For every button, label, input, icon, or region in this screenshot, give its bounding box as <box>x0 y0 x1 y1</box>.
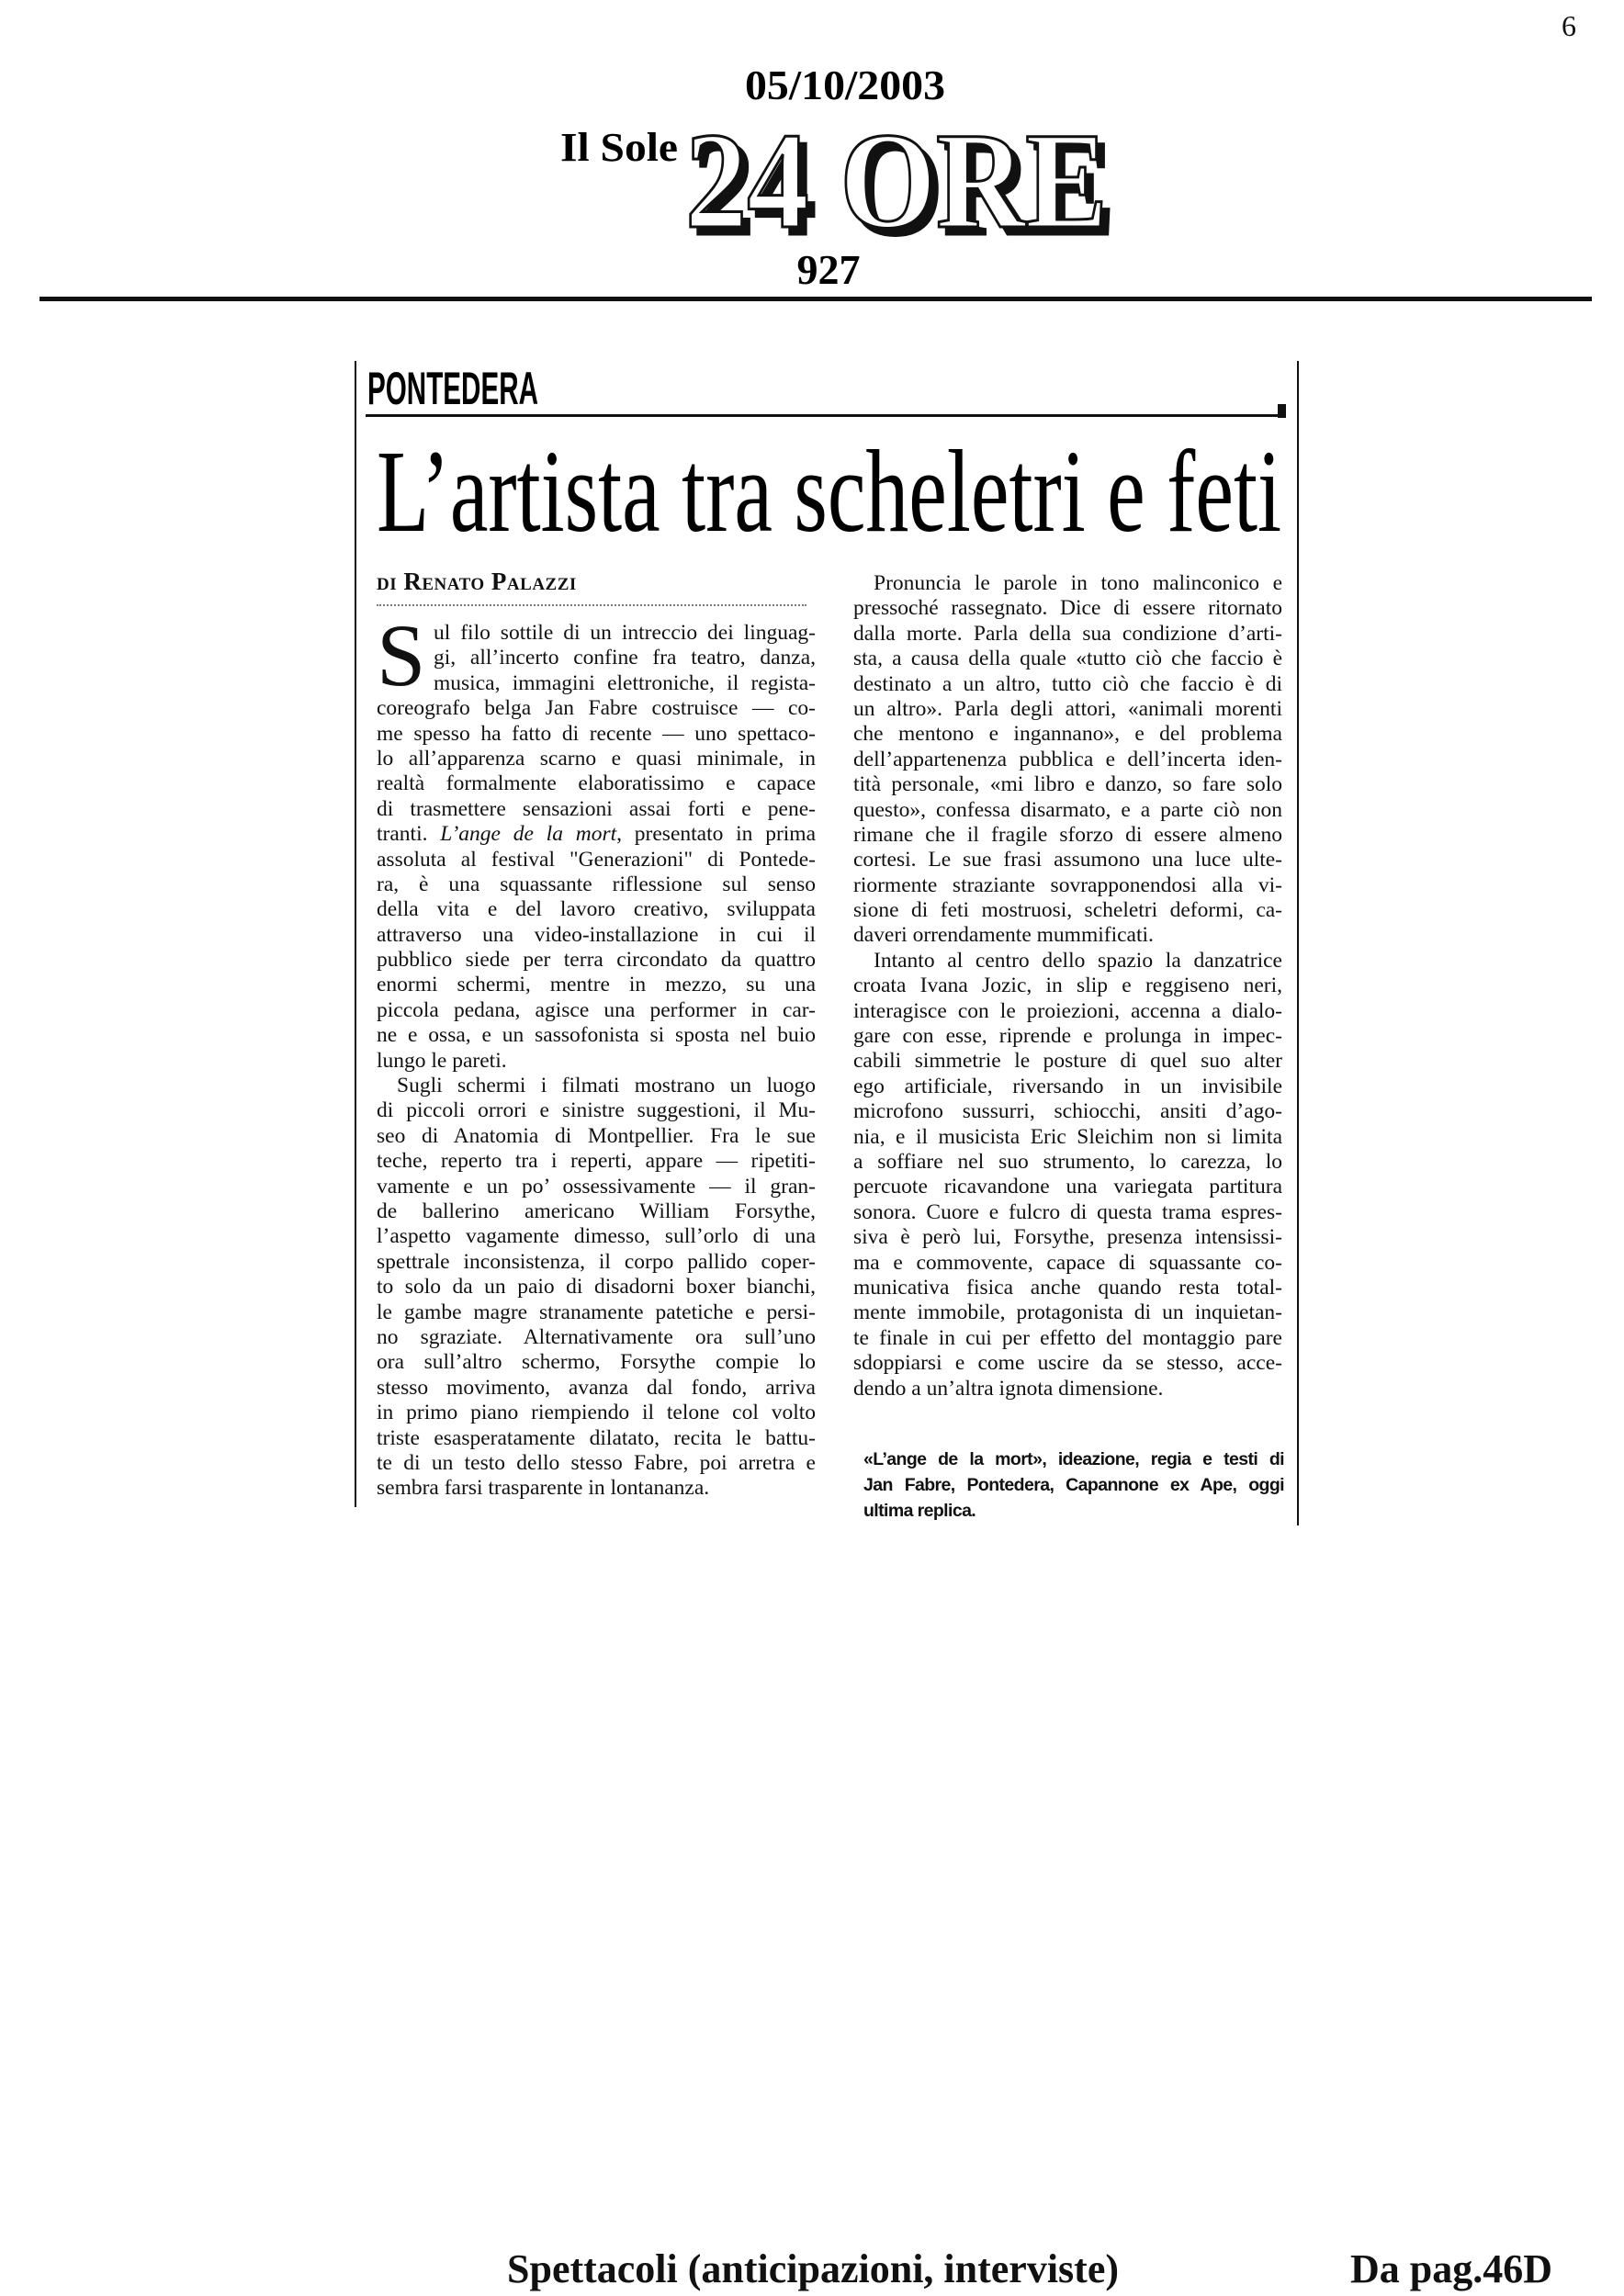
text-line: assoluta al festival "Generazioni" di Pontede- <box>377 847 816 872</box>
text-line: cabili simmetrie le posture di quel suo alter <box>853 1049 1282 1074</box>
footer-section: Spettacoli (anticipazioni, interviste) <box>507 2246 1120 2291</box>
text-line: sione di feti mostruosi, scheletri deformi, ca- <box>853 898 1282 923</box>
text-line: Sugli schermi i filmati mostrano un luogo <box>397 1074 816 1098</box>
text-line: pubblico siede per terra circondato da quattro <box>377 948 816 973</box>
text-line: siva è però lui, Forsythe, presenza intensissi- <box>853 1225 1282 1250</box>
text-line: questo», confessa disarmato, e a parte ciò non <box>853 797 1282 822</box>
text-line: percuote ricavandone una variegata partitura <box>853 1175 1282 1199</box>
text-line: sdoppiarsi e come uscire da se stesso, acce- <box>853 1351 1282 1376</box>
text-line: l’aspetto vagamente dimesso, sull’orlo di una <box>377 1224 816 1249</box>
text-line: a soffiare nel suo strumento, lo carezza, lo <box>853 1149 1282 1174</box>
masthead-name: 24 ORE <box>685 105 1108 257</box>
text-line: microfono sussurri, schiocchi, ansiti d’ago- <box>853 1099 1282 1124</box>
byline: di Renato Palazzi <box>377 568 577 595</box>
page-number: 6 <box>1562 9 1576 42</box>
text-line: le gambe magre stranamente patetiche e persi- <box>377 1300 816 1324</box>
footer-page-ref: Da pag.46D <box>1350 2246 1553 2291</box>
masthead-code: 927 <box>796 246 861 293</box>
text-line: ul filo sottile di un intreccio dei linguag- <box>434 621 816 645</box>
article-column-right <box>853 571 1282 1401</box>
text-line: vamente e un po’ ossessivamente — il gran- <box>377 1174 816 1199</box>
text-line: sonora. Cuore e fulcro di questa trama espres- <box>853 1199 1282 1224</box>
text-line: attraverso una video-installazione in cui il <box>377 922 816 947</box>
section-rule <box>366 414 1284 417</box>
text-line: tità personale, «mi libro e danzo, so fare solo <box>853 772 1282 797</box>
text-line: nia, e il musicista Eric Sleichim non si limita <box>853 1124 1282 1149</box>
text-line: riormente straziante sovrapponendosi alla vi- <box>853 872 1282 897</box>
text-line: te finale in cui per effetto del montaggio pare <box>853 1325 1282 1350</box>
text-line: in primo piano riempiendo il telone col volto <box>377 1401 816 1425</box>
text-line: Pronuncia le parole in tono malinconico e <box>874 571 1282 595</box>
text-line: dalla morte. Parla della sua condizione d’arti- <box>853 621 1282 646</box>
text-line: stesso movimento, avanza dal fondo, arriva <box>377 1375 816 1400</box>
text-line: de ballerino americano William Forsythe, <box>377 1199 816 1223</box>
text-line: seo di Anatomia di Montpellier. Fra le sue <box>377 1123 816 1148</box>
masthead-logo <box>551 55 1139 294</box>
text-line: mente immobile, protagonista di un inquietan- <box>853 1300 1282 1325</box>
text-line: ora sull’altro schermo, Forsythe compie lo <box>377 1350 816 1375</box>
text-line: della vita e del lavoro creativo, sviluppata <box>377 897 816 922</box>
text-line: piccola pedana, agisce una performer in car- <box>377 997 816 1022</box>
text-line: realtà formalmente elaboratissimo e capace <box>377 771 816 796</box>
performance-credit <box>863 1446 1284 1524</box>
text-line: che mentono e ingannano», e del problema <box>853 722 1282 747</box>
text-line: no sgraziate. Alternativamente ora sull’uno <box>377 1324 816 1349</box>
text-line: gare con esse, riprende e prolunga in impec- <box>853 1024 1282 1049</box>
text-line: teche, reperto tra i reperti, appare — ripetiti- <box>377 1149 816 1174</box>
text-line: dell’appartenenza pubblica e dell’incerta iden- <box>853 747 1282 771</box>
text-line: destinato a un altro, tutto ciò che faccio è di <box>853 671 1282 696</box>
headline-text: L’artista tra scheletri e feti <box>377 426 1281 557</box>
section-label-text: Pontedera <box>367 363 538 414</box>
text-line: interagisce con le proiezioni, accenna a dialo- <box>853 998 1282 1023</box>
section-rule-end <box>1278 404 1286 418</box>
article-column-left <box>377 606 817 1502</box>
header-rule <box>39 297 1592 301</box>
text-line: pressoché rassegnato. Dice di essere ritornato <box>853 596 1282 621</box>
text-line: un altro». Parla degli attori, «animali morenti <box>853 696 1282 721</box>
article-border-left <box>355 361 356 1507</box>
text-line: te di un testo dello stesso Fabre, poi arretra e <box>377 1450 816 1475</box>
text-line: ego artificiale, riversando in un invisibile <box>853 1074 1282 1098</box>
drop-cap: S <box>377 606 426 704</box>
text-line: ne e ossa, e un sassofonista si sposta nel buio <box>377 1023 816 1048</box>
text-line: Intanto al centro dello spazio la danzatrice <box>874 948 1282 973</box>
text-segment: tranti. <box>377 822 441 847</box>
text-line: dendo a un’altra ignota dimensione. <box>853 1376 1164 1401</box>
section-label <box>366 360 568 414</box>
text-line: musica, immagini elettroniche, il regista- <box>434 670 816 695</box>
article-border-right <box>1297 361 1299 1525</box>
text-line: di piccoli orrori e sinistre suggestioni, il Mu- <box>377 1098 816 1123</box>
text-line: triste esasperatamente dilatato, recita le battu- <box>377 1425 816 1450</box>
text-segment: , presentato in prima <box>616 822 817 847</box>
text-line: me spesso ha fatto di recente — uno spettaco- <box>377 721 816 746</box>
text-line: coreografo belga Jan Fabre costruisce — co- <box>377 696 816 721</box>
masthead-prefix: Il Sole <box>560 125 678 170</box>
text-line: gi, all’incerto confine fra teatro, danza, <box>434 646 816 670</box>
text-line: di trasmettere sensazioni assai forti e pene- <box>377 796 816 821</box>
text-line <box>377 822 816 847</box>
text-line: lo all’apparenza scarno e quasi minimale, in <box>377 746 816 771</box>
headline <box>372 426 1295 557</box>
text-line: rimane che il fragile sforzo di essere almeno <box>853 822 1282 847</box>
text-line: ma e commovente, capace di squassante co- <box>853 1250 1282 1275</box>
text-line: ra, è una squassante riflessione sul senso <box>377 872 816 896</box>
text-line: enormi schermi, mentre in mezzo, su una <box>377 973 816 997</box>
text-line: sembra farsi trasparente in lontananza. <box>377 1476 710 1501</box>
text-line: municativa fisica anche quando resta total- <box>853 1275 1282 1300</box>
text-line: sta, a causa della quale «tutto ciò che faccio è <box>853 647 1282 671</box>
credit-line: Jan Fabre, Pontedera, Capannone ex Ape, oggi <box>863 1475 1284 1495</box>
text-line: lungo le pareti. <box>377 1048 507 1073</box>
text-line: croata Ivana Jozic, in slip e reggiseno neri, <box>853 974 1282 998</box>
text-line: to solo da un paio di disadorni boxer bianchi, <box>377 1275 816 1300</box>
credit-line: «L’ange de la mort», ideazione, regia e testi di <box>863 1449 1284 1469</box>
text-line: cortesi. Le sue frasi assumono una luce ulte- <box>853 848 1282 872</box>
italic-title: L’ange de la mort <box>440 822 617 847</box>
byline-divider <box>377 604 806 606</box>
text-line: daveri orrendamente mummificati. <box>853 923 1154 948</box>
text-line: spettrale inconsistenza, il corpo pallido coper- <box>377 1249 816 1274</box>
masthead-date: 05/10/2003 <box>745 62 945 108</box>
credit-line: ultima replica. <box>863 1501 976 1521</box>
